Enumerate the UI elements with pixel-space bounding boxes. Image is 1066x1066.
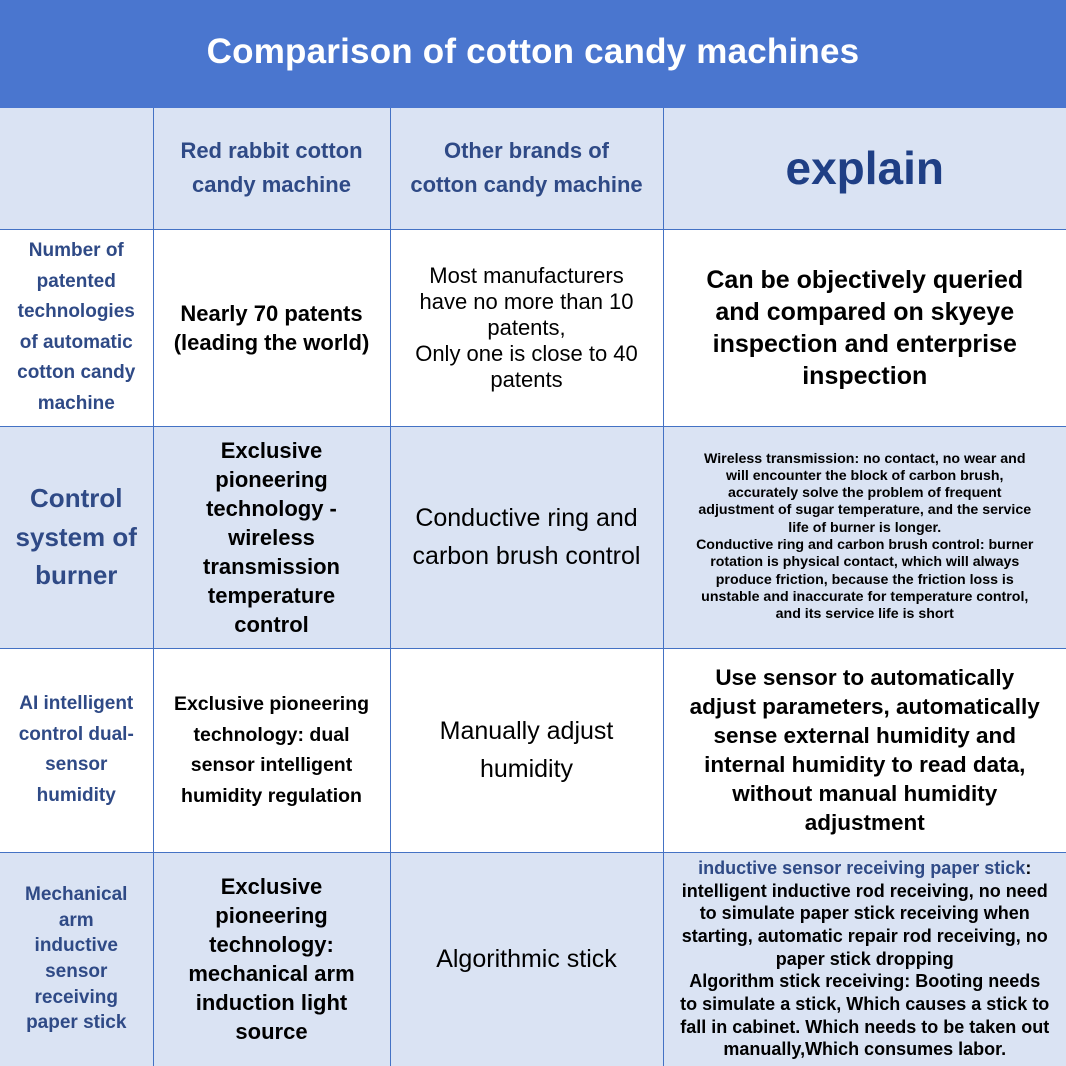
explain-cell: Use sensor to automatically adjust parameters, automatically sense external humidity and internal humidity to read data, without manual humidity adjustment <box>663 648 1066 852</box>
title-bar <box>0 0 1066 108</box>
other-brands-cell: Algorithmic stick <box>390 852 663 1066</box>
header-red-rabbit: Red rabbit cotton candy machine <box>153 108 390 229</box>
explain-highlight: inductive sensor receiving paper stick <box>698 857 1026 878</box>
table-row <box>0 229 1066 426</box>
table-row <box>0 852 1066 1066</box>
header-explain: explain <box>663 108 1066 229</box>
red-rabbit-cell: Nearly 70 patents (leading the world) <box>153 229 390 426</box>
header-empty-cell <box>0 108 153 229</box>
other-brands-cell: Most manufacturers have no more than 10 patents, Only one is close to 40 patents <box>390 229 663 426</box>
row-label-humidity: AI intelligent control dual- sensor humidity <box>0 648 153 852</box>
explain-cell: Wireless transmission: no contact, no wear and will encounter the block of carbon brush, accurately solve the problem of frequent adjustment of sugar temperature, and the service life of burner is longer. Conductive ring and carbon brush control: burner rotation is physical contact, which will always produce friction, because the friction loss is unstable and inaccurate for temperature control, and its service life is short <box>663 426 1066 648</box>
explain-cell: Can be objectively queried and compared on skyeye inspection and enterprise inspection <box>663 229 1066 426</box>
comparison-table <box>0 108 1066 1066</box>
table-row <box>0 648 1066 852</box>
other-brands-cell: Conductive ring and carbon brush control <box>390 426 663 648</box>
other-brands-cell: Manually adjust humidity <box>390 648 663 852</box>
red-rabbit-cell: Exclusive pioneering technology: dual sensor intelligent humidity regulation <box>153 648 390 852</box>
explain-cell: inductive sensor receiving paper stick: intelligent inductive rod receiving, no need to simulate paper stick receiving when starting, automatic repair rod receiving, no paper stick dropping Algorithm stick receiving: Booting needs to simulate a stick, Which causes a stick to fall in cabinet. Which needs to be taken out manually,Which consumes labor. <box>663 852 1066 1066</box>
header-other-brands: Other brands of cotton candy machine <box>390 108 663 229</box>
table-row <box>0 426 1066 648</box>
row-label-mechanical-arm: Mechanical arm inductive sensor receiving paper stick <box>0 852 153 1066</box>
row-label-patents: Number of patented technologies of automatic cotton candy machine <box>0 229 153 426</box>
red-rabbit-cell: Exclusive pioneering technology: mechanical arm induction light source <box>153 852 390 1066</box>
row-label-burner: Control system of burner <box>0 426 153 648</box>
red-rabbit-cell: Exclusive pioneering technology - wireless transmission temperature control <box>153 426 390 648</box>
page-title: Comparison of cotton candy machines <box>206 32 860 71</box>
header-row <box>0 108 1066 229</box>
